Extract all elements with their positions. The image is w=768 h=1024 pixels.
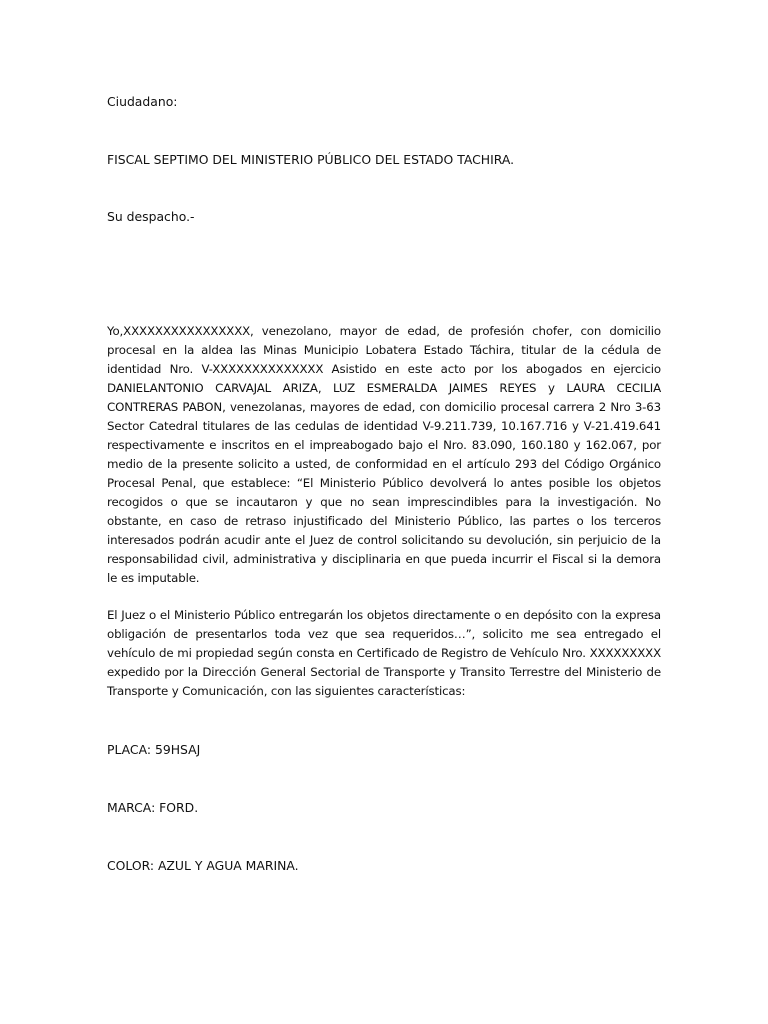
quoted-paragraph: El Juez o el Ministerio Público entregarán los objetos directamente o en depósito con la expresa obligación de presentarlos toda vez que sea requeridos…”, solicito me sea entregado el vehículo de mi propiedad según consta en Certificado de Registro de Vehículo Nro. XXXXXXXXX expedido por la Dirección General Sectorial de Transporte y Transito Terrestre del Ministerio de Transporte y Comunicación, con las siguientes características: bbox=[107, 608, 661, 698]
recipient-line: FISCAL SEPTIMO DEL MINISTERIO PÚBLICO DEL ESTADO TACHIRA. bbox=[107, 152, 515, 167]
office-line: Su despacho.- bbox=[107, 209, 195, 224]
vehicle-brand: MARCA: FORD. bbox=[107, 800, 199, 815]
salutation: Ciudadano: bbox=[107, 94, 178, 109]
request-paragraph: Yo,XXXXXXXXXXXXXXXX, venezolano, mayor de edad, de profesión chofer, con domicilio procesal en la aldea las Minas Municipio Lobatera Estado Táchira, titular de la cédula de identidad Nro. V-XXXXXXXXXXXXXX Asistido en este acto por los abogados en ejercicio DANIELANTONIO CARVAJAL ARIZA, LUZ ESMERALDA JAIMES REYES y LAURA CECILIA CONTRERAS PABON, venezolanas, mayores de edad, con domicilio procesal carrera 2 Nro 3-63 Sector Catedral titulares de las cedulas de identidad V-9.211.739, 10.167.716 y V-21.419.641 respectivamente e inscritos en el impreabogado bajo el Nro. 83.090, 160.180 y 162.067, por medio de la presente solicito a usted, de conformidad en el artículo 293 del Código Orgánico Procesal Penal, que establece: “El Ministerio Público devolverá lo antes posible los objetos recogidos o que se incautaron y que no sean imprescindibles para la investigación. No obstante, en caso de retraso injustificado del Ministerio Público, las partes o los terceros interesados podrán acudir ante el Juez de control solicitando su devolución, sin perjuicio de la responsabilidad civil, administrativa y disciplinaria en que pueda incurrir el Fiscal si la demora le es imputable. bbox=[107, 324, 661, 585]
vehicle-color: COLOR: AZUL Y AGUA MARINA. bbox=[107, 858, 299, 873]
vehicle-plate: PLACA: 59HSAJ bbox=[107, 742, 201, 757]
